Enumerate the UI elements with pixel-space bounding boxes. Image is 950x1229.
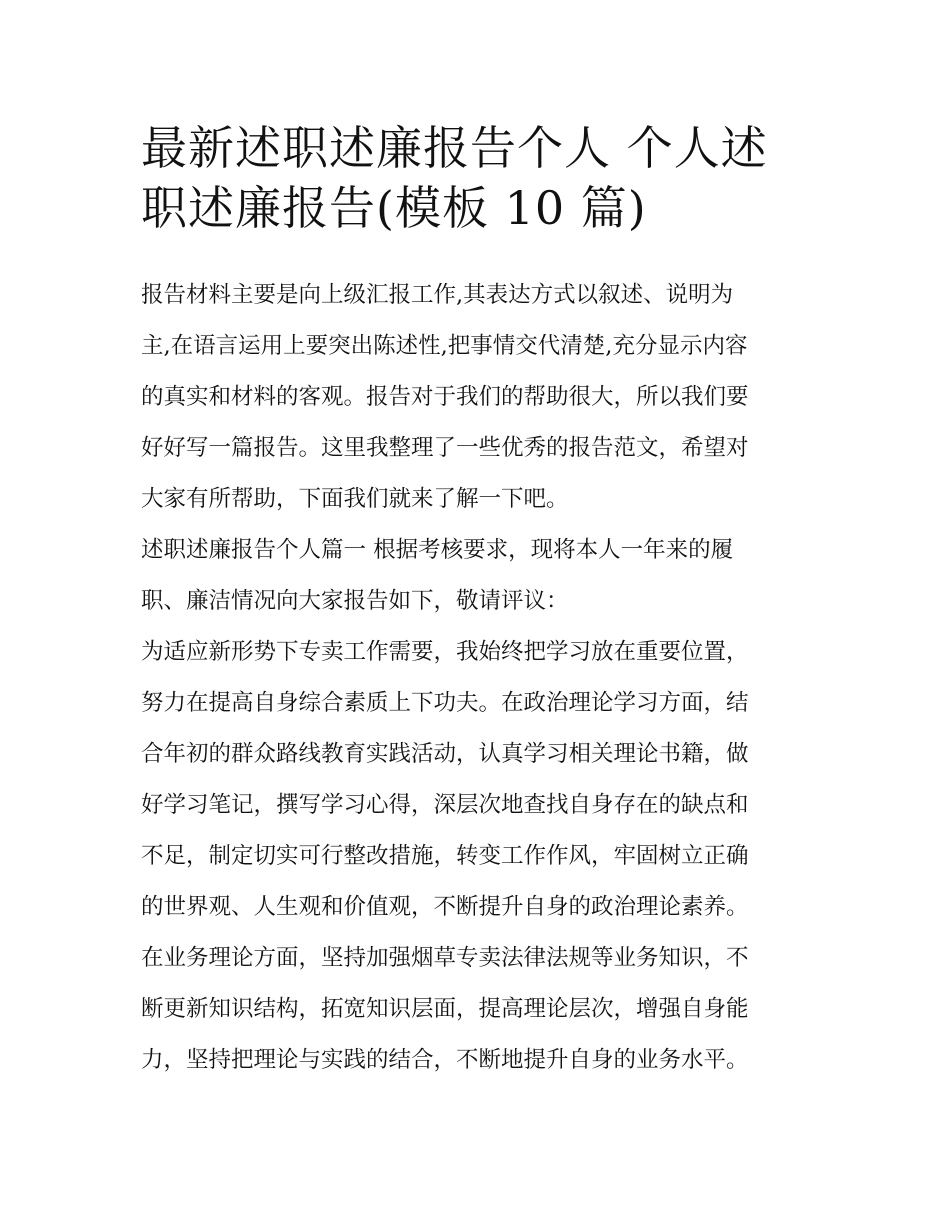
document-body [141,270,811,1086]
text-line: 不足，制定切实可行整改措施，转变工作作风，牢固树立正确 [141,843,749,869]
text-line: 力，坚持把理论与实践的结合，不断地提升自身的业务水平。 [141,1047,749,1073]
text-line: 报告材料主要是向上级汇报工作,其表达方式以叙述、说明为 [141,282,734,308]
title-line-1: 最新述职述廉报告个人 个人述 [141,121,768,175]
text-line: 努力在提高自身综合素质上下功夫。在政治理论学习方面，结 [141,690,749,716]
text-line: 在业务理论方面，坚持加强烟草专卖法律法规等业务知识，不 [141,945,749,971]
title-line-2: 职述廉报告(模板 10 篇) [141,181,647,235]
text-line: 主,在语言运用上要突出陈述性,把事情交代清楚,充分显示内容 [141,333,748,359]
paragraph-study [141,627,811,1086]
text-line: 断更新知识结构，拓宽知识层面，提高理论层次，增强自身能 [141,996,749,1022]
text-line: 好学习笔记，撰写学习心得，深层次地查找自身存在的缺点和 [141,792,749,818]
paragraph-intro [141,270,811,525]
text-line: 的世界观、人生观和价值观，不断提升自身的政治理论素养。 [141,894,749,920]
text-line: 合年初的群众路线教育实践活动，认真学习相关理论书籍，做 [141,741,749,767]
text-line: 的真实和材料的客观。报告对于我们的帮助很大，所以我们要 [141,384,749,410]
text-line: 职、廉洁情况向大家报告如下，敬请评议： [141,588,569,614]
text-line: 好好写一篇报告。这里我整理了一些优秀的报告范文，希望对 [141,435,749,461]
document-title [141,118,811,238]
document-page [141,118,811,1086]
text-line: 述职述廉报告个人篇一 根据考核要求，现将本人一年来的履 [141,537,734,563]
text-line: 为适应新形势下专卖工作需要，我始终把学习放在重要位置， [141,639,749,665]
paragraph-section-one-heading [141,525,811,627]
text-line: 大家有所帮助，下面我们就来了解一下吧。 [141,486,569,512]
